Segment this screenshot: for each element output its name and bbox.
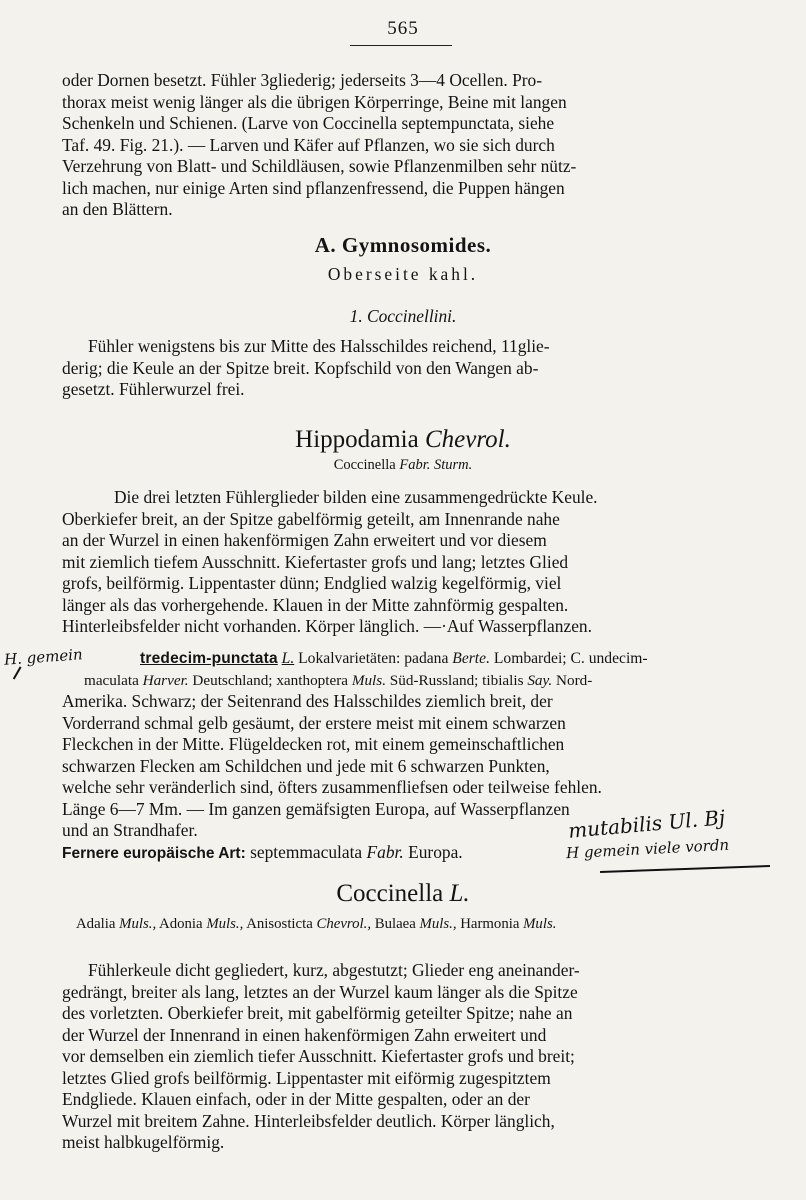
genus-description — [62, 487, 738, 638]
handwritten-underline — [600, 865, 770, 873]
text-line: Endgliede. Klauen einfach, oder in der Mitte gespalten, oder an der — [62, 1089, 530, 1109]
tribe-paragraph — [62, 336, 738, 401]
text-line: Vorderrand schmal gelb gesäumt, der erstere meist mit einem schwarzen — [62, 712, 566, 733]
text-line: Taf. 49. Fig. 21.). — Larven und Käfer auf Pflanzen, wo sie sich durch — [62, 134, 555, 155]
genus-author: L. — [449, 880, 470, 907]
species-line-1: tredecim-punctata L. Lokalvarietäten: padana Berte. Lombardei; C. undecim- — [140, 650, 648, 667]
handwritten-note-bottom: H gemein viele vordn — [565, 835, 730, 863]
text-line: Länge 6—7 Mm. — Im ganzen gemäfsigten Europa, auf Wasserpflanzen — [62, 798, 570, 819]
section-subtitle: Oberseite kahl. — [327, 264, 479, 284]
text-line: welche sehr veränderlich sind, öfters zusammenfliefsen oder teilweise fehlen. — [62, 777, 602, 797]
text-line: an der Wurzel in einen hakenförmigen Zahn erweitert und vor diesem — [62, 530, 547, 550]
text-line: mit ziemlich tiefem Ausschnitt. Kiefertaster grofs und lang; letztes Glied — [62, 551, 569, 572]
text-line: vor demselben ein ziemlich tiefer Ausschnitt. Kiefertaster grofs und breit; — [62, 1046, 575, 1066]
text-line: Schenkeln und Schienen. (Larve von Coccinella septempunctata, siehe — [62, 113, 555, 133]
text-line: an den Blättern. — [62, 199, 173, 219]
text-line: der Wurzel der Innenrand in einen hakenförmigen Zahn erweitert und — [62, 1024, 547, 1045]
text-line: oder Dornen besetzt. Fühler 3gliederig; jederseits 3—4 Ocellen. Pro- — [62, 70, 543, 90]
text-line: Fleckchen in der Mitte. Flügeldecken rot, mit einem gemeinschaftlichen — [62, 734, 565, 754]
text-line: des vorletzten. Oberkiefer breit, mit gabelförmig geteilter Spitze; nahe an — [62, 1003, 573, 1023]
text-line: schwarzen Flecken am Schildchen und jede mit 6 schwarzen Punkten, — [62, 755, 550, 776]
text-line: thorax meist wenig länger als die übrigen Körperringe, Beine mit langen — [62, 91, 567, 112]
page-number: 565 — [387, 18, 419, 39]
species-name: tredecim-punctata — [140, 650, 278, 667]
page-number-rule — [350, 45, 452, 46]
text-line: Wurzel mit breitem Zahne. Hinterleibsfelder deutlich. Körper länglich, — [62, 1110, 555, 1131]
text-line: Die drei letzten Fühlerglieder bilden eine zusammengedrückte Keule. — [114, 487, 598, 507]
handwritten-note-right: mutabilis Ul. Bj — [567, 805, 727, 843]
species-line-2: maculata Harver. Deutschland; xanthoptera Muls. Süd-Russland; tibialis Say. Nord- — [84, 671, 593, 689]
text-line: gedrängt, breiter als lang, letztes an der Wurzel kaum länger als die Spitze — [62, 981, 578, 1002]
genus-name: Hippodamia — [295, 426, 419, 453]
text-line: Fühler wenigstens bis zur Mitte des Halsschildes reichend, 11glie- — [88, 336, 550, 356]
text-line: grofs, beilförmig. Lippentaster dünn; Endglied walzig kegelförmig, viel — [62, 573, 562, 593]
section-heading: A. Gymnosomides. — [314, 233, 492, 257]
genus-synonym: Coccinella Fabr. Sturm. — [333, 457, 473, 473]
genus-description-2 — [62, 960, 738, 1154]
text-line: lich machen, nur einige Arten sind pflanzenfressend, die Puppen hängen — [62, 177, 565, 198]
tribe-heading: 1. Coccinellini. — [349, 306, 457, 326]
text-line: meist halbkugelförmig. — [62, 1132, 225, 1152]
text-line: und an Strandhafer. — [62, 820, 198, 840]
text-line: derig; die Keule an der Spitze breit. Kopfschild von den Wangen ab- — [62, 357, 539, 378]
genus-heading — [0, 426, 806, 454]
text-line: Fühlerkeule dicht gegliedert, kurz, abgestutzt; Glieder eng aneinander- — [88, 960, 580, 980]
genus-synonyms: Adalia Muls., Adonia Muls., Anisosticta Chevrol., Bulaea Muls., Harmonia Muls. — [76, 916, 557, 932]
text-line: gesetzt. Fühlerwurzel frei. — [62, 379, 245, 399]
genus-heading-2 — [0, 880, 806, 908]
text-line: Hinterleibsfelder nicht vorhanden. Körper länglich. —·Auf Wasserpflanzen. — [62, 616, 592, 636]
text-line: Oberkiefer breit, an der Spitze gabelförmig geteilt, am Innenrande nahe — [62, 508, 560, 529]
text-line: letztes Glied grofs beilförmig. Lippentaster mit eiförmig zugespitztem — [62, 1067, 551, 1088]
handwritten-stroke — [13, 666, 21, 679]
genus-author: Chevrol. — [424, 426, 511, 453]
text-line: Amerika. Schwarz; der Seitenrand des Halsschildes ziemlich breit, der — [62, 691, 553, 711]
further-species: Fernere europäische Art: septemmaculata Fabr. Europa. — [62, 842, 463, 862]
intro-paragraph — [62, 70, 738, 221]
text-line: länger als das vorhergehende. Klauen in der Mitte zahnförmig gespalten. — [62, 594, 569, 615]
handwritten-note-left: H. gemein — [3, 645, 84, 669]
text-line: Verzehrung von Blatt- und Schildläusen, sowie Pflanzenmilben sehr nütz- — [62, 156, 577, 176]
genus-name: Coccinella — [336, 880, 444, 907]
further-label: Fernere europäische Art: — [62, 845, 246, 862]
